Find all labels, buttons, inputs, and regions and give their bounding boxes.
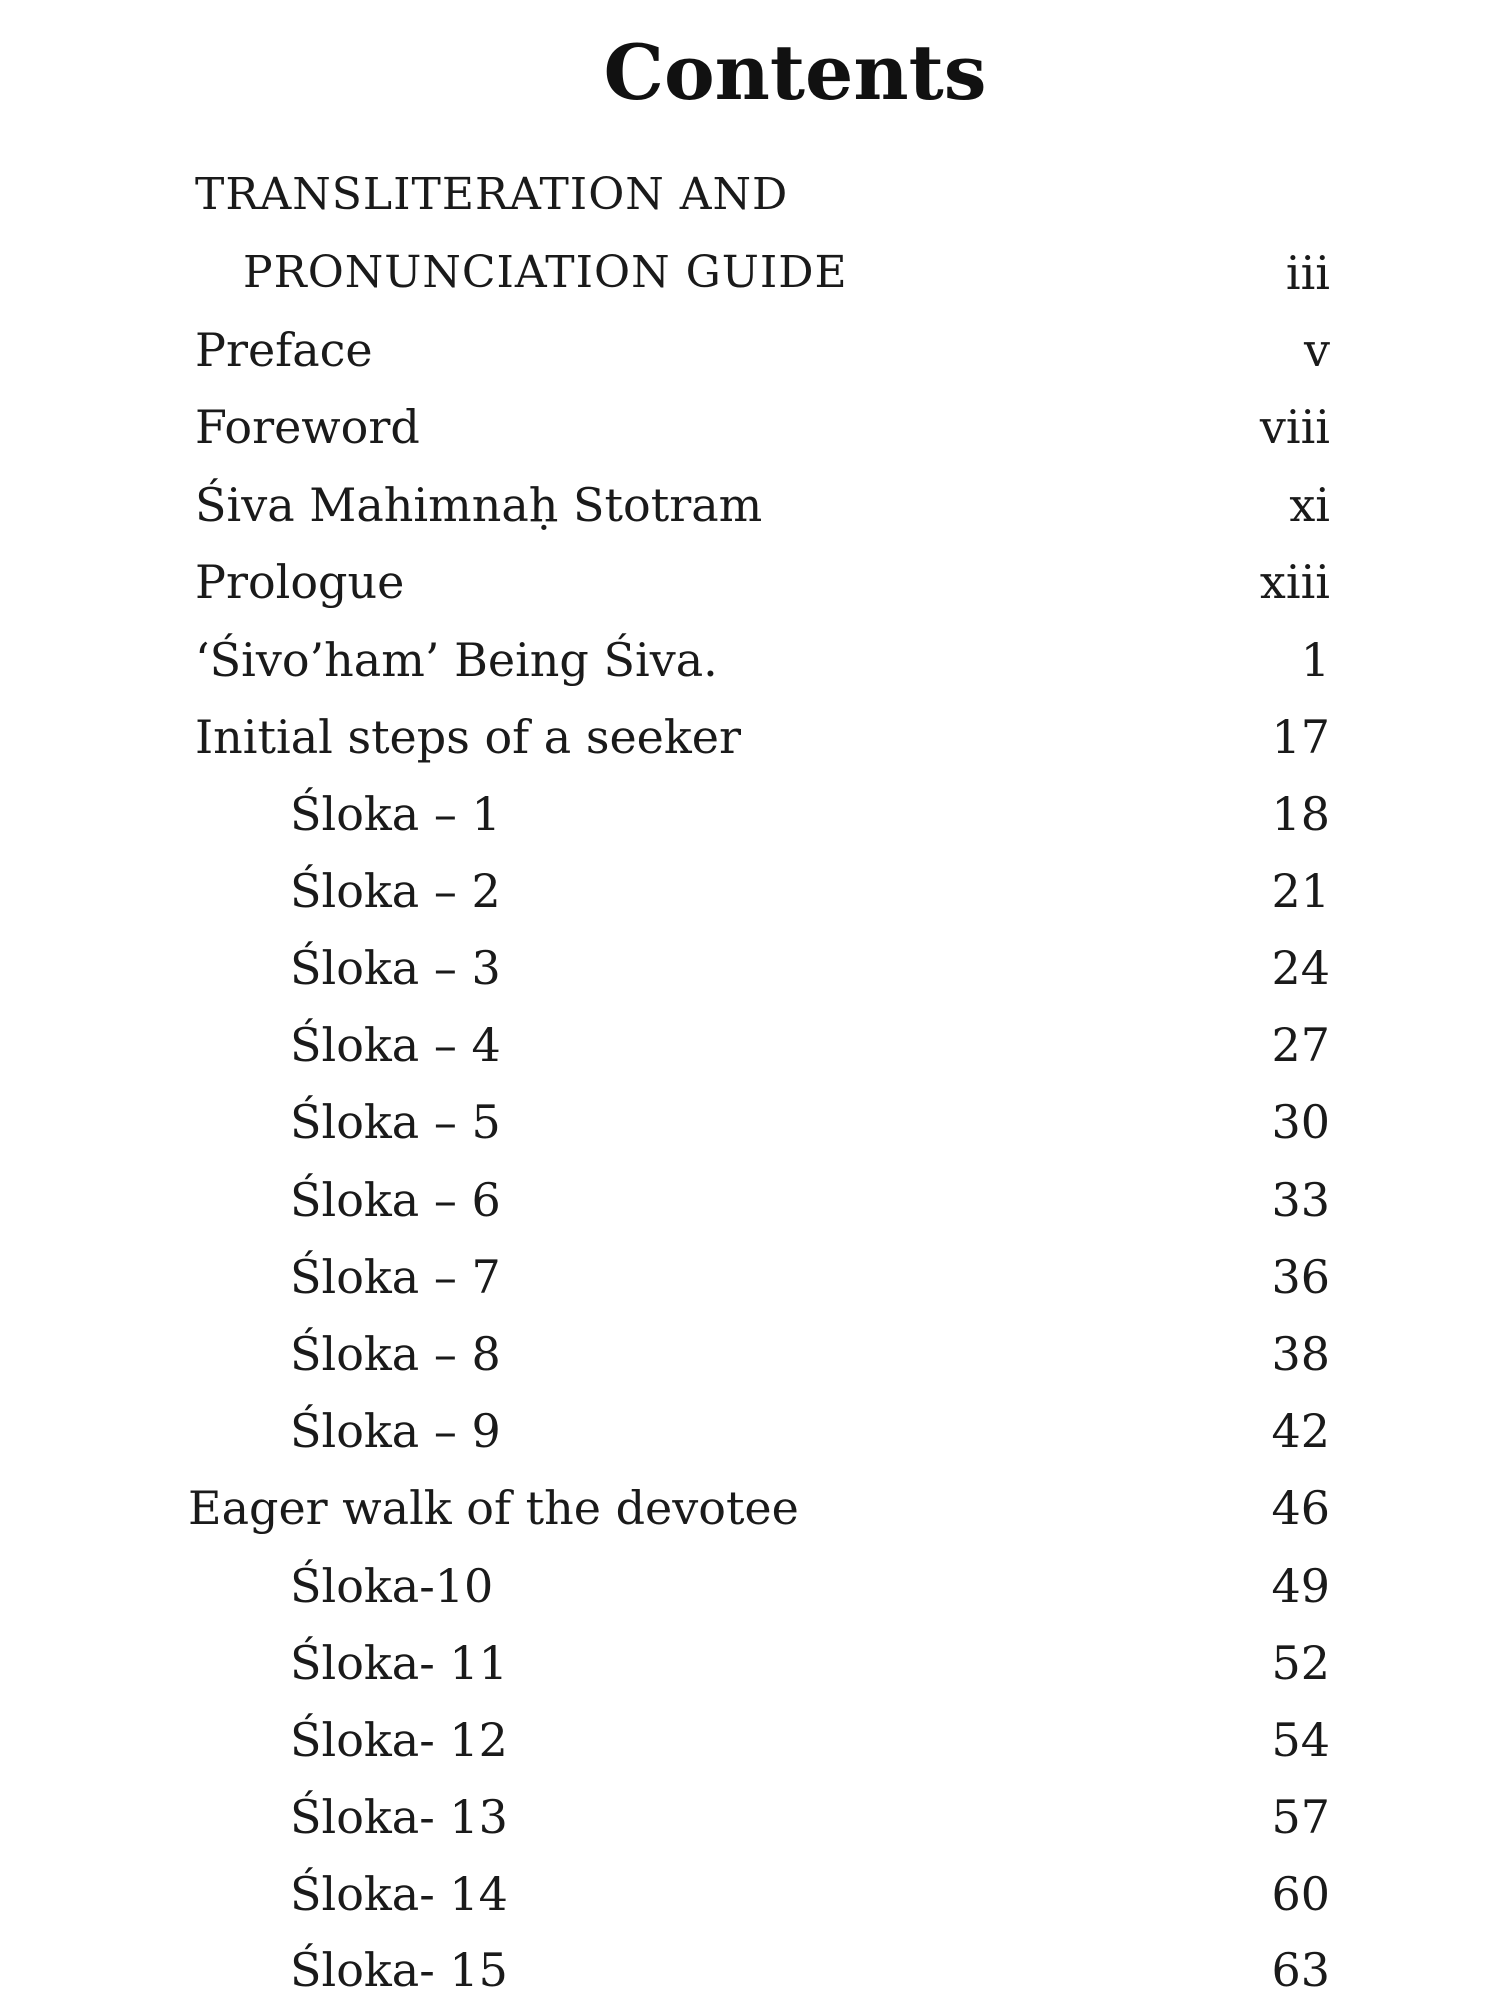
toc-entry-initial-steps	[0, 707, 1500, 767]
toc-entry-page: 63	[1271, 1943, 1330, 1997]
toc-entry-label: Śloka – 3	[290, 941, 501, 995]
toc-entry-page: xi	[1289, 478, 1330, 532]
toc-entry-page: 52	[1271, 1636, 1330, 1690]
toc-entry-label: Śloka – 5	[290, 1095, 501, 1149]
toc-entry-label: Śloka- 14	[290, 1867, 508, 1921]
toc-entry-label: Eager walk of the devotee	[188, 1481, 799, 1535]
toc-entry-page: 27	[1271, 1018, 1330, 1072]
toc-entry-label: Śloka – 9	[290, 1404, 501, 1458]
toc-entry-label: Initial steps of a seeker	[195, 710, 741, 764]
toc-entry-page: 21	[1271, 864, 1330, 918]
toc-entry-sloka-2	[0, 861, 1500, 921]
toc-entry-label: Śloka – 7	[290, 1250, 501, 1304]
toc-entry-page: viii	[1259, 400, 1330, 454]
toc-entry-label: PRONUNCIATION GUIDE	[243, 247, 848, 298]
toc-entry-sloka-13	[0, 1787, 1500, 1847]
toc-entry-label: Śloka- 12	[290, 1713, 508, 1767]
toc-entry-page: 17	[1271, 710, 1330, 764]
toc-entry-page: 38	[1271, 1327, 1330, 1381]
toc-entry-label: Śloka – 8	[290, 1327, 501, 1381]
toc-entry-prologue	[0, 552, 1500, 612]
toc-entry-sloka-9	[0, 1401, 1500, 1461]
toc-entry-page: 30	[1271, 1095, 1330, 1149]
toc-entry-label: Preface	[195, 323, 373, 377]
toc-entry-preface	[0, 320, 1500, 380]
toc-entry-sloka-12	[0, 1710, 1500, 1770]
toc-entry-page: 33	[1271, 1173, 1330, 1227]
toc-entry-page: xiii	[1259, 555, 1330, 609]
toc-entry-page: 46	[1271, 1481, 1330, 1535]
toc-entry-page: v	[1304, 323, 1330, 377]
toc-entry-sloka-8	[0, 1324, 1500, 1384]
toc-entry-label: Śloka – 1	[290, 787, 501, 841]
toc-entry-label: Śloka-10	[290, 1559, 494, 1613]
toc-entry-sloka-11	[0, 1633, 1500, 1693]
toc-entry-label: Śloka – 2	[290, 864, 501, 918]
toc-entry-label: Prologue	[195, 555, 405, 609]
toc-entry-sivoham	[0, 630, 1500, 690]
page-title: Contents	[603, 28, 987, 117]
toc-entry-page: 1	[1300, 633, 1330, 687]
toc-entry-sloka-14	[0, 1864, 1500, 1924]
toc-entry-label: Śloka – 6	[290, 1173, 501, 1227]
toc-entry-sloka-15	[0, 1940, 1500, 2000]
toc-entry-label: Śiva Mahimnaḥ Stotram	[195, 478, 763, 532]
toc-entry-page: 24	[1271, 941, 1330, 995]
toc-entry-sloka-4	[0, 1015, 1500, 1075]
toc-entry-label: Śloka- 13	[290, 1790, 508, 1844]
toc-entry-label: Foreword	[195, 400, 420, 454]
toc-entry-label: ‘Śivo’ham’ Being Śiva.	[195, 633, 718, 687]
toc-entry-pronunciation-guide	[0, 243, 1500, 303]
toc-entry-label: TRANSLITERATION AND	[195, 169, 789, 220]
toc-entry-label: Śloka- 15	[290, 1943, 508, 1997]
toc-entry-transliteration-line1	[0, 165, 1500, 225]
toc-entry-label: Śloka – 4	[290, 1018, 501, 1072]
toc-entry-page: 18	[1271, 787, 1330, 841]
toc-entry-page: 60	[1271, 1867, 1330, 1921]
toc-entry-sloka-6	[0, 1170, 1500, 1230]
toc-entry-sloka-7	[0, 1247, 1500, 1307]
toc-entry-foreword	[0, 397, 1500, 457]
toc-entry-siva-mahimnah-stotram	[0, 475, 1500, 535]
toc-entry-page: iii	[1285, 246, 1330, 300]
toc-entry-page: 57	[1271, 1790, 1330, 1844]
toc-entry-sloka-10	[0, 1556, 1500, 1616]
toc-entry-eager-walk	[0, 1478, 1500, 1538]
toc-entry-page: 36	[1271, 1250, 1330, 1304]
toc-entry-sloka-1	[0, 784, 1500, 844]
toc-entry-page: 49	[1271, 1559, 1330, 1613]
toc-entry-page: 54	[1271, 1713, 1330, 1767]
toc-entry-sloka-3	[0, 938, 1500, 998]
toc-entry-label: Śloka- 11	[290, 1636, 508, 1690]
toc-entry-page: 42	[1271, 1404, 1330, 1458]
toc-entry-sloka-5	[0, 1092, 1500, 1152]
